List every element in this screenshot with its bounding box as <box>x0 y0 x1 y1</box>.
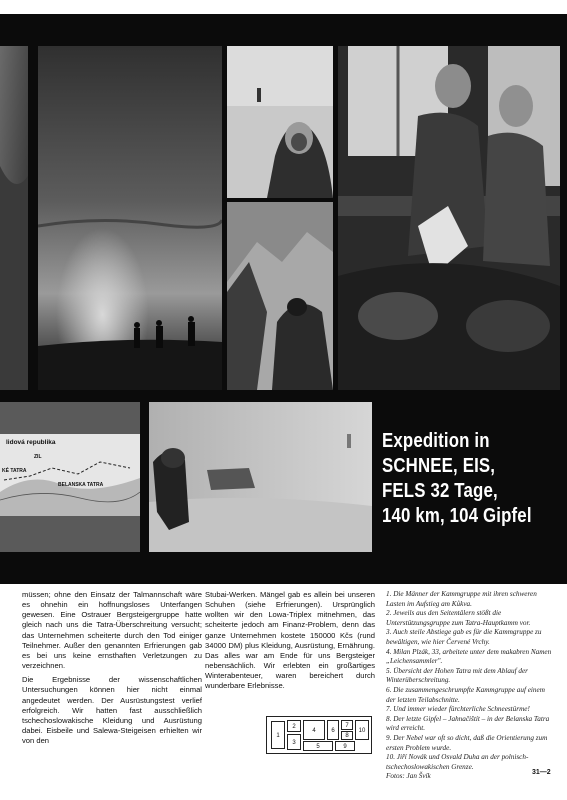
body-column-1 <box>22 590 202 750</box>
map-country-label: lidová republika <box>6 439 56 446</box>
caption-6: 6. Die zusammengeschrumpfte Kammgruppe auf einem der letzten Teilabschnitte. <box>386 685 545 704</box>
caption-9: 9. Der Nebel war oft so dicht, daß die Orientierung zum ersten Problem wurde. <box>386 733 548 752</box>
caption-2: 2. Jeweils aus den Seitentälern stößt die Unterstützungsgruppe zum Tatra-Hauptkamm vor. <box>386 609 531 627</box>
body-paragraph: Die Ergebnisse der wissenschaftlichen Untersuchungen können hier nicht einmal angedeutet werden. Der Ausrüstungstest verlief erfolgreich. Wir hatten fast ausschließlich tschechoslowakische Kleidung und Ausrüstung dabei. Eisbeile und Salewa-Steigeisen erhielten wir von den <box>22 675 202 746</box>
photo-snowstorm <box>149 402 372 552</box>
headline-line-4: 140 km, 104 Gipfel <box>382 504 532 527</box>
body-paragraph: müssen; ohne den Einsatz der Talmannschaft wäre es ohnehin ein hoffnungsloses Unterfangen gewesen. Eine Ostrauer Bergsteigergruppe hatte gleich nach uns die Tatra-Überschreitung versucht; das Unternehmen scheiterte durch den Tod einiger Teilnehmer. Außer den genannten Erfrierungen gab es bei uns keine ernsthaften Verletzungen zu verzeichnen. <box>22 590 202 671</box>
body-column-2 <box>205 590 375 696</box>
map-label-belanska: BELANSKA TATRA <box>58 482 104 488</box>
caption-3: 3. Auch steile Abstiege gab es für die Kammgruppe zu bewältigen, wie hier Červené Vrchy. <box>386 628 542 646</box>
caption-1: 1. Die Männer der Kammgruppe mit ihren schweren Lasten im Aufstieg am Kůkva. <box>386 590 537 608</box>
body-paragraph: Stubai-Werken. Mängel gab es allein bei unseren Schuhen (siehe Erfrierungen). Ursprünglich wollten wir den Lowa-Triplex mitnehmen, das scheiterte jedoch am Finanz-Problem, denn das ganze Unternehmen kostete 150000 Kčs (rund 34000 DM) plus Kleidung, Ausrüstung, Ernährung. Das alles war am Ende für uns Bergsteiger nebensächlich. Wir erlebten ein großartiges Winterabenteuer, waren bereichert durch wunderbare Erlebnisse. <box>205 590 375 691</box>
layout-box-8: 8 <box>341 731 353 740</box>
map-label-zil: ZIL <box>34 454 42 460</box>
page-number: 31—2 <box>532 769 551 776</box>
layout-box-2: 2 <box>287 720 301 732</box>
layout-box-5: 5 <box>303 741 333 751</box>
headline-line-3: FELS 32 Tage, <box>382 479 498 502</box>
headline-line-1: Expedition in <box>382 429 490 452</box>
caption-10: 10. Jiří Novák und Osvald Duha an der polnisch-tschechoslowakischen Grenze. <box>386 753 529 771</box>
layout-box-4: 4 <box>303 720 325 740</box>
layout-box-10: 10 <box>355 720 369 740</box>
photo-left-edge <box>0 46 28 390</box>
layout-box-9: 9 <box>335 741 355 751</box>
map-label-tatra: KÉ TATRA <box>2 468 27 474</box>
headline <box>382 428 531 528</box>
caption-5: 5. Übersicht der Hohen Tatra mit dem Ablauf der Winterüberschreitung. <box>386 666 528 685</box>
photo-climbers-silhouette <box>38 46 222 390</box>
photo-captions <box>386 590 556 782</box>
caption-7: 7. Und immer wieder fürchterliche Schneestürme! <box>386 705 530 714</box>
photo-climber-snow <box>227 46 333 198</box>
photo-two-men-window <box>338 46 560 390</box>
headline-line-2: SCHNEE, EIS, <box>382 454 496 477</box>
caption-8: 8. Der letzte Gipfel – Jahnačištít – in der Belanska Tatra wird erreicht. <box>386 714 550 733</box>
layout-box-6: 6 <box>327 720 339 740</box>
layout-box-1: 1 <box>271 721 285 749</box>
photo-layout-key <box>266 716 372 754</box>
layout-box-3: 3 <box>287 734 301 750</box>
photo-tatra-map <box>0 402 140 552</box>
layout-box-7: 7 <box>341 720 353 730</box>
photo-credit: Fotos: Jan Švík <box>386 772 431 781</box>
caption-4: 4. Milan Plzák, 33, arbeitete unter dem makabren Namen „Leichensammler". <box>386 647 552 666</box>
photo-rocky-descent <box>227 202 333 390</box>
